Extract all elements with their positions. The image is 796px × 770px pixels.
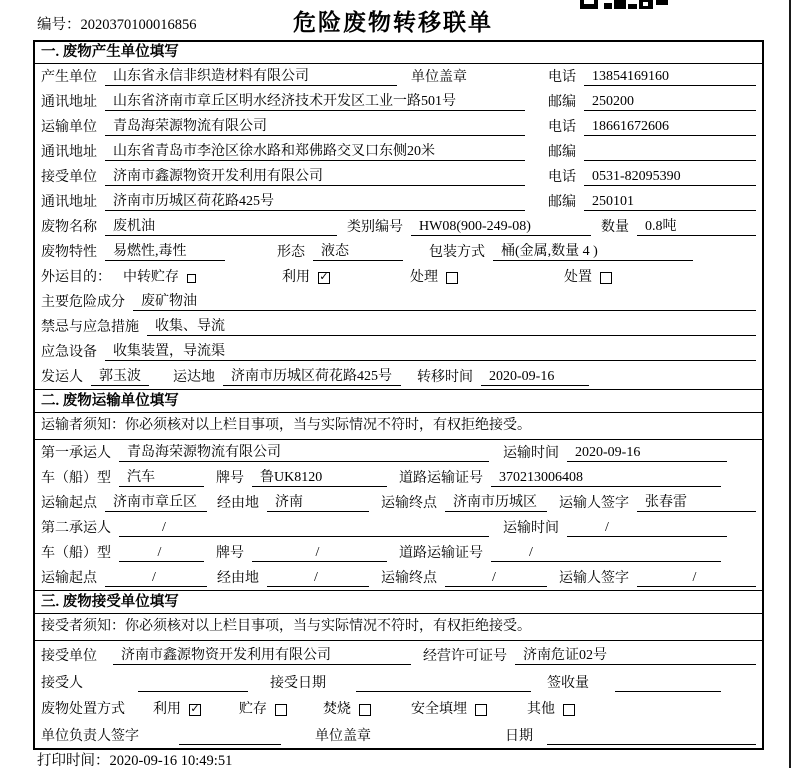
producer-address-value: 山东省济南市章丘区明水经济技术开发区工业一路501号 [105, 93, 525, 111]
head-sign-value [179, 728, 281, 745]
second-carrier-row [35, 515, 762, 540]
category-label: 类别编号 [347, 220, 403, 235]
purpose-dispose-label: 处置 [564, 270, 592, 285]
producer-phone-value: 13854169160 [584, 68, 756, 86]
packing-value: 桶(金属,数量 4 ) [493, 243, 693, 261]
accept-date-value [356, 675, 531, 692]
producer-label: 产生单位 [41, 70, 97, 85]
unit-seal-label: 单位盖章 [411, 70, 467, 85]
phone-label: 电话 [548, 70, 576, 85]
first-vehicle-row [35, 465, 762, 490]
quantity-value: 0.8吨 [637, 218, 756, 236]
second-plate-value: / [252, 544, 387, 562]
receiver-zip-value: 250101 [584, 193, 756, 211]
transporter-phone-value: 18661672606 [584, 118, 756, 136]
carrier-notice: 运输者须知：你必须核对以上栏目事项，当与实际情况不符时，有权拒绝接受。 [35, 413, 762, 440]
transport-time-label: 运输时间 [503, 446, 559, 461]
destination-label: 运达地 [173, 370, 215, 385]
page-edge-line [789, 0, 791, 768]
second-carrier-label: 第二承运人 [41, 521, 111, 536]
road-permit-label: 道路运输证号 [399, 546, 483, 561]
section1-header: 一. 废物产生单位填写 [35, 42, 762, 64]
first-vehicle-value: 汽车 [119, 469, 204, 487]
second-carrier-time-value: / [567, 519, 727, 537]
taboo-label: 禁忌与应急措施 [41, 320, 139, 335]
quantity-label: 数量 [601, 220, 629, 235]
second-route-row [35, 565, 762, 590]
receiver-label: 接受单位 [41, 170, 97, 185]
signed-amount-value [615, 675, 721, 692]
first-carrier-sign-value: 张春雷 [637, 494, 756, 512]
doc-number-label: 编号： [37, 17, 81, 33]
disposal-incinerate-label: 焚烧 [323, 702, 351, 717]
first-carrier-time-value: 2020-09-16 [567, 444, 727, 462]
section3-header: 三. 废物接受单位填写 [35, 590, 762, 614]
permit-no-label: 经营许可证号 [423, 649, 507, 664]
terminus-label: 运输终点 [381, 496, 437, 511]
waste-trait-row [35, 239, 762, 264]
receiver-address-value: 济南市历城区荷花路425号 [105, 193, 525, 211]
address-label: 通讯地址 [41, 95, 97, 110]
producer-value: 山东省永信非织造材料有限公司 [105, 68, 397, 86]
carrier-sign-label: 运输人签字 [559, 571, 629, 586]
receiver-phone-value: 0531-82095390 [584, 168, 756, 186]
second-terminus-value: / [445, 569, 547, 587]
address-label: 通讯地址 [41, 195, 97, 210]
disposal-storage-checkbox [275, 704, 287, 716]
carrier-sign-label: 运输人签字 [559, 496, 629, 511]
recipient-row [35, 668, 762, 695]
origin-label: 运输起点 [41, 496, 97, 511]
purpose-treat-label: 处理 [410, 270, 438, 285]
disposal-storage-label: 贮存 [239, 702, 267, 717]
date-label: 日期 [505, 729, 533, 744]
receiver-address-row [35, 189, 762, 214]
transfer-date-label: 转移时间 [417, 370, 473, 385]
taboo-measures-row [35, 314, 762, 339]
accept-date-label: 接受日期 [270, 676, 326, 691]
equipment-value: 收集装置，导流渠 [105, 343, 756, 361]
purpose-treat-checkbox [446, 272, 458, 284]
transfer-date-value: 2020-09-16 [481, 368, 589, 386]
accept-unit-value: 济南市鑫源物资开发利用有限公司 [113, 647, 411, 665]
first-terminus-value: 济南市历城区 [445, 494, 547, 512]
disposal-method-row [35, 695, 762, 721]
via-label: 经由地 [217, 571, 259, 586]
trait-value: 易燃性,毒性 [105, 243, 225, 261]
taboo-value: 收集、导流 [147, 318, 756, 336]
first-origin-value: 济南市章丘区 [105, 494, 207, 512]
accept-unit-label: 接受单位 [41, 649, 97, 664]
permit-no-value: 济南危证02号 [515, 647, 756, 665]
first-carrier-row [35, 440, 762, 465]
second-vehicle-value: / [119, 544, 204, 562]
first-carrier-value: 青岛海荣源物流有限公司 [119, 444, 489, 462]
transport-time-label: 运输时间 [503, 521, 559, 536]
category-value: HW08(900-249-08) [411, 218, 591, 236]
phone-label: 电话 [548, 170, 576, 185]
producer-row [35, 64, 762, 89]
first-via-value: 济南 [267, 494, 369, 512]
purpose-reuse-label: 利用 [282, 270, 310, 285]
purpose-dispose-checkbox [600, 272, 612, 284]
hazard-component-row [35, 289, 762, 314]
origin-label: 运输起点 [41, 571, 97, 586]
disposal-other-label: 其他 [527, 702, 555, 717]
zip-label: 邮编 [548, 195, 576, 210]
receiver-row [35, 164, 762, 189]
first-plate-value: 鲁UK8120 [252, 469, 387, 487]
disposal-other-checkbox [563, 704, 575, 716]
purpose-label: 外运目的： [41, 270, 111, 285]
head-sign-row [35, 721, 762, 748]
date-value [547, 728, 756, 745]
address-label: 通讯地址 [41, 145, 97, 160]
second-via-value: / [267, 569, 369, 587]
plate-label: 牌号 [216, 471, 244, 486]
signed-amount-label: 签收量 [547, 676, 589, 691]
section2-header: 二. 废物运输单位填写 [35, 389, 762, 413]
form-value: 液态 [313, 243, 403, 261]
receiver-value: 济南市鑫源物资开发利用有限公司 [105, 168, 525, 186]
producer-address-row [35, 89, 762, 114]
form-label: 形态 [277, 245, 305, 260]
recipient-value [138, 675, 248, 692]
waste-name-label: 废物名称 [41, 220, 97, 235]
transfer-purpose-row [35, 264, 762, 289]
phone-label: 电话 [548, 120, 576, 135]
second-vehicle-row [35, 540, 762, 565]
first-route-row [35, 490, 762, 515]
trait-label: 废物特性 [41, 245, 97, 260]
print-time [37, 749, 232, 770]
vehicle-type-label: 车（船）型 [41, 471, 111, 486]
sender-row [35, 364, 762, 389]
second-road-permit-value: / [491, 544, 721, 562]
purpose-storage-label: 中转贮存 [123, 270, 179, 285]
disposal-reuse-label: 利用 [153, 702, 181, 717]
accept-unit-row [35, 641, 762, 668]
second-carrier-sign-value: / [637, 569, 756, 587]
zip-label: 邮编 [548, 95, 576, 110]
sender-value: 郭玉波 [91, 368, 149, 386]
recipient-label: 接受人 [41, 676, 83, 691]
terminus-label: 运输终点 [381, 571, 437, 586]
unit-seal-label: 单位盖章 [315, 729, 371, 744]
transporter-row [35, 114, 762, 139]
print-time-value: 2020-09-16 10:49:51 [109, 753, 233, 769]
disposal-reuse-checkbox [189, 704, 201, 716]
transporter-value: 青岛海荣源物流有限公司 [105, 118, 525, 136]
disposal-method-label: 废物处置方式 [41, 702, 125, 717]
first-carrier-label: 第一承运人 [41, 446, 111, 461]
transporter-address-row [35, 139, 762, 164]
second-origin-value: / [105, 569, 207, 587]
vehicle-type-label: 车（船）型 [41, 546, 111, 561]
qr-code-fragment [580, 0, 668, 10]
waste-name-row [35, 214, 762, 239]
disposal-landfill-label: 安全填埋 [411, 702, 467, 717]
doc-number-value: 2020370100016856 [80, 17, 197, 33]
print-time-label: 打印时间： [37, 753, 110, 769]
page-title: 危险废物转移联单 [293, 10, 493, 35]
disposal-landfill-checkbox [475, 704, 487, 716]
receiver-notice: 接受者须知：你必须核对以上栏目事项，当与实际情况不符时，有权拒绝接受。 [35, 614, 762, 641]
transporter-address-value: 山东省青岛市李沧区徐水路和郑佛路交叉口东侧20米 [105, 143, 525, 161]
transporter-label: 运输单位 [41, 120, 97, 135]
via-label: 经由地 [217, 496, 259, 511]
second-carrier-value: / [119, 519, 489, 537]
equipment-label: 应急设备 [41, 345, 97, 360]
zip-label: 邮编 [548, 145, 576, 160]
packing-label: 包装方式 [429, 245, 485, 260]
disposal-incinerate-checkbox [359, 704, 371, 716]
producer-zip-value: 250200 [584, 93, 756, 111]
first-road-permit-value: 370213006408 [491, 469, 721, 487]
emergency-equipment-row [35, 339, 762, 364]
destination-value: 济南市历城区荷花路425号 [223, 368, 401, 386]
transporter-zip-value [584, 144, 756, 161]
hazard-label: 主要危险成分 [41, 295, 125, 310]
plate-label: 牌号 [216, 546, 244, 561]
sender-label: 发运人 [41, 370, 83, 385]
waste-name-value: 废机油 [105, 218, 337, 236]
transfer-form-table [33, 40, 764, 750]
head-sign-label: 单位负责人签字 [41, 729, 139, 744]
road-permit-label: 道路运输证号 [399, 471, 483, 486]
hazard-value: 废矿物油 [133, 293, 756, 311]
purpose-reuse-checkbox [318, 272, 330, 284]
purpose-storage-checkbox [187, 274, 196, 283]
